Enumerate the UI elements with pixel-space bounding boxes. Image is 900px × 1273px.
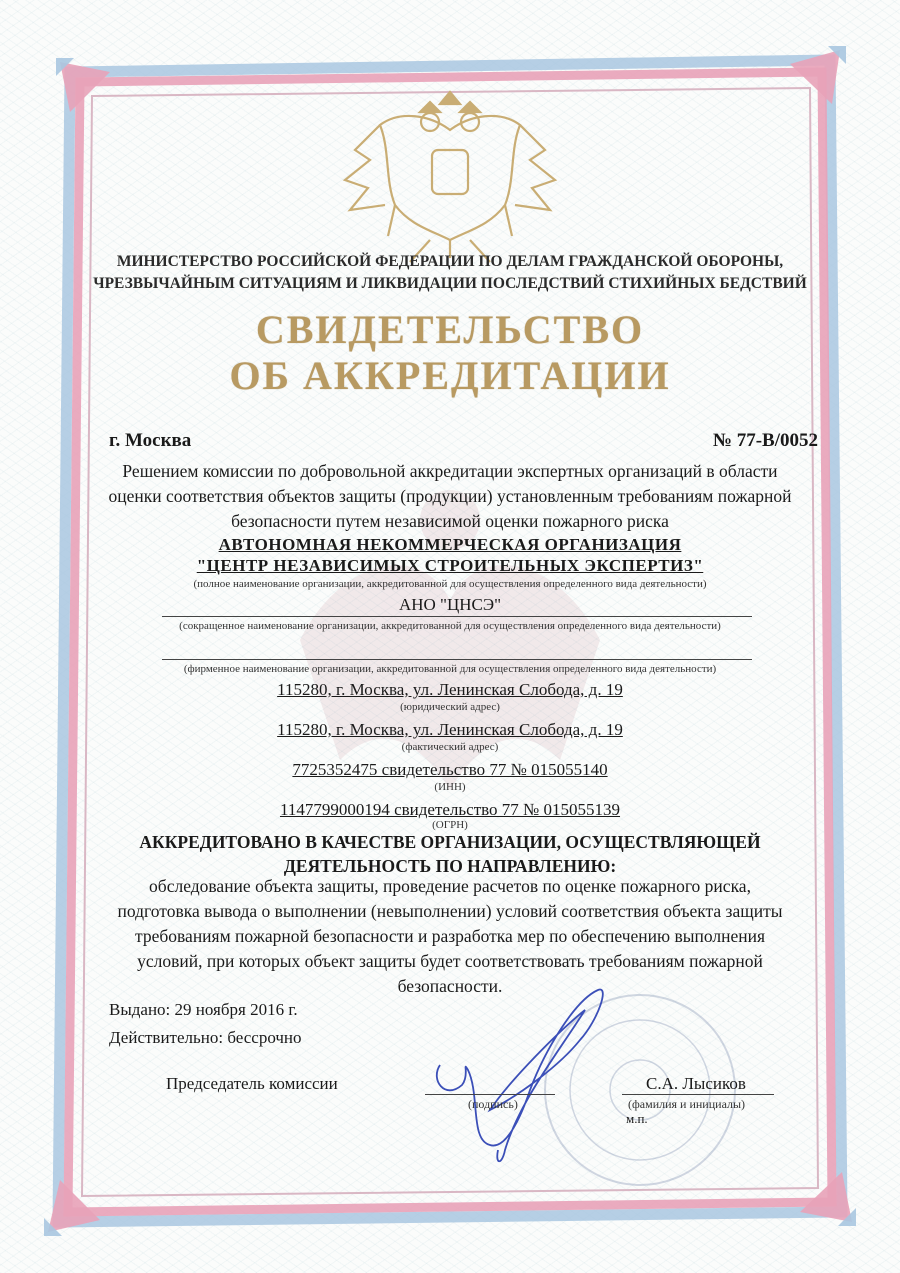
signature-rule [425,1094,555,1095]
city: г. Москва [109,430,192,451]
caption-signature: (подпись) [468,1097,518,1111]
inn-value: 7725352475 свидетельство 77 № 015055140 [292,760,608,779]
org-full-name [0,534,900,576]
certificate-title-line-2: ОБ АККРЕДИТАЦИИ [229,353,671,398]
decision-line-1: Решением комиссии по добровольной аккредитации экспертных организаций в области [122,461,778,481]
org-full-line-2: "ЦЕНТР НЕЗАВИСИМЫХ СТРОИТЕЛЬНЫХ ЭКСПЕРТИЗ" [196,556,704,575]
caption-short-name: (сокращенное наименование организации, аккредитованной для осуществления определенного вида деятельности) [179,620,721,632]
ministry-line-1: МИНИСТЕРСТВО РОССИЙСКОЙ ФЕДЕРАЦИИ ПО ДЕЛАМ ГРАЖДАНСКОЙ ОБОРОНЫ, [116,253,784,270]
legal-address: 115280, г. Москва, ул. Ленинская Слобода, д. 19 [277,680,623,699]
actual-address: 115280, г. Москва, ул. Ленинская Слобода, д. 19 [277,720,623,739]
short-name-rule [162,616,752,617]
accredited-line-1: АККРЕДИТОВАНО В КАЧЕСТВЕ ОРГАНИЗАЦИИ, ОСУЩЕСТВЛЯЮЩЕЙ [139,832,761,852]
ogrn-value: 1147799000194 свидетельство 77 № 015055139 [279,800,621,819]
org-short-name: АНО "ЦНСЭ" [398,595,502,614]
decision-line-3: безопасности путем независимой оценки пожарного риска [231,511,669,531]
caption-full-name: (полное наименование организации, аккредитованной для осуществления определенного вида деятельности) [193,578,707,590]
activity-line-3: требованиям пожарной безопасности и разработка мер по обеспечению выполнения [134,926,765,946]
ministry-line-2: ЧРЕЗВЫЧАЙНЫМ СИТУАЦИЯМ И ЛИКВИДАЦИИ ПОСЛЕДСТВИЙ СТИХИЙНЫХ БЕДСТВИЙ [93,275,807,292]
activity-line-4: условий, при которых объект защиты будет соответствовать требованиям пожарной [137,951,763,971]
caption-ogrn: (ОГРН) [432,819,468,831]
certificate-title-line-1: СВИДЕТЕЛЬСТВО [255,307,645,352]
ministry-header [0,251,900,295]
caption-legal-address: (юридический адрес) [400,701,500,713]
caption-inn: (ИНН) [434,781,466,793]
brand-name-rule [162,659,752,660]
decision-line-2: оценки соответствия объектов защиты (продукции) установленным требованиям пожарной [108,486,792,506]
signer-name: С.А. Лысиков [646,1074,746,1093]
decision-text [0,459,900,534]
activity-text [0,874,900,999]
valid-period: Действительно: бессрочно [109,1028,302,1047]
caption-actual-address: (фактический адрес) [401,741,499,753]
caption-brand-name: (фирменное наименование организации, аккредитованной для осуществления определенного вида деятельности) [183,663,717,675]
seal-place-label: м.п. [626,1111,648,1126]
chairman-label: Председатель комиссии [166,1074,338,1093]
activity-line-1: обследование объекта защиты, проведение расчетов по оценке пожарного риска, [149,876,751,896]
org-full-line-1: АВТОНОМНАЯ НЕКОММЕРЧЕСКАЯ ОРГАНИЗАЦИЯ [218,535,682,554]
issued-date: Выдано: 29 ноября 2016 г. [109,1000,298,1019]
caption-name: (фамилия и инициалы) [628,1097,746,1111]
activity-line-2: подготовка вывода о выполнении (невыполнении) условий соответствия объекта защиты [117,901,783,921]
accredited-heading [0,830,900,878]
activity-line-5: безопасности. [397,976,503,996]
signer-name-rule [622,1094,774,1095]
certificate-number: № 77-В/0052 [712,430,818,451]
accredited-line-2: ДЕЯТЕЛЬНОСТЬ ПО НАПРАВЛЕНИЮ: [283,856,617,876]
